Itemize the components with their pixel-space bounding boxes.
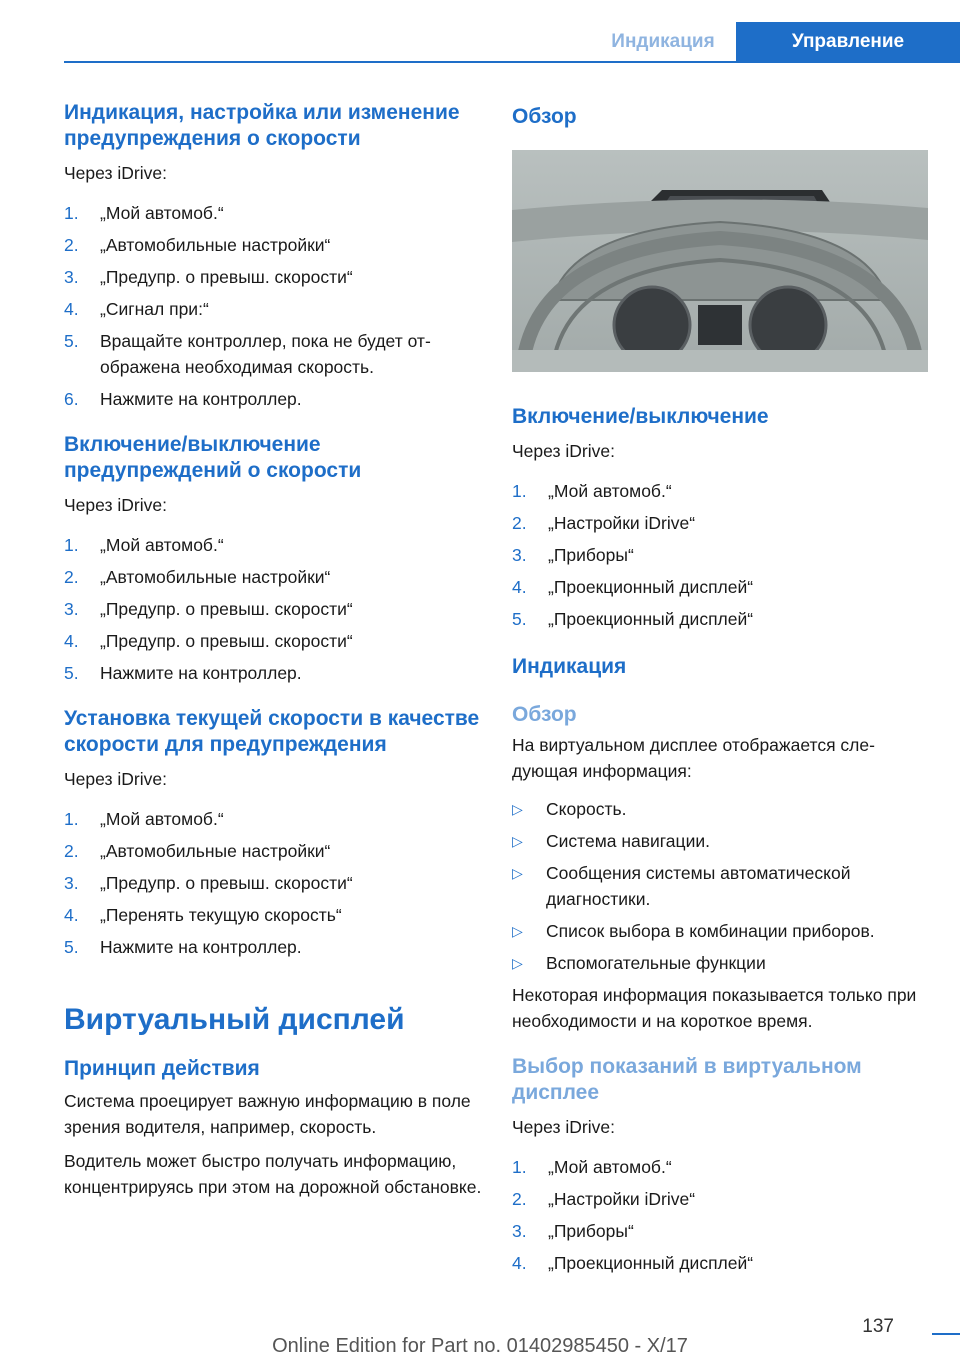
- section-intro: Через iDrive:: [512, 1117, 615, 1137]
- triangle-bullet-icon: ▷: [512, 923, 523, 939]
- paragraph: Некоторая информация показывается только при необходимости и на короткое время.: [512, 985, 917, 1031]
- list-item: 2. „Настройки iDrive“: [512, 1189, 696, 1209]
- list-item: 6. Нажмите на контроллер.: [64, 389, 302, 409]
- list-item: 3. „Приборы“: [512, 545, 634, 565]
- section-title-display: Индикация: [512, 655, 627, 678]
- paragraph: Водитель может быстро получать информацию, концентрируясь при этом на дорожной обстановке.: [64, 1151, 482, 1197]
- dashboard-drawing: [512, 150, 928, 372]
- list-item: 1. „Мой автомоб.“: [512, 481, 672, 501]
- subsection-title-select: Выбор показаний в виртуальном дисплее: [512, 1055, 862, 1104]
- list-item: 3. „Предупр. о превыш. скорости“: [64, 599, 353, 619]
- right-column: [512, 100, 932, 1282]
- edition-footer: Online Edition for Part no. 01402985450 - X/17: [272, 1335, 688, 1357]
- section-title-principle: Принцип действия: [64, 1057, 260, 1080]
- bullet-list: [512, 796, 932, 976]
- section-intro: Через iDrive:: [512, 441, 615, 461]
- subsection-title-overview: Обзор: [512, 703, 577, 726]
- section-intro: Через iDrive:: [64, 495, 167, 515]
- steps-list: [64, 806, 484, 960]
- section-title-speed-warning-setting: Индикация, настройка или изменение предупреждения о скорости: [64, 101, 460, 150]
- list-item: 5. Вращайте контроллер, пока не будет отображена необходимая скорость.: [64, 331, 431, 377]
- list-item: 5. Нажмите на контроллер.: [64, 663, 302, 683]
- list-item: 2. „Настройки iDrive“: [512, 513, 696, 533]
- list-item: ▷ Вспомогательные функции: [512, 950, 932, 976]
- section-title-speed-warning-onoff: Включение/выключение предупреждений о скорости: [64, 433, 362, 482]
- list-item: 5. Нажмите на контроллер.: [64, 937, 302, 957]
- list-item: 4. „Сигнал при:“: [64, 299, 209, 319]
- steps-list: [64, 532, 484, 686]
- list-item: ▷ Сообщения системы автоматической диагностики.: [512, 860, 932, 912]
- overview-title: Обзор: [512, 105, 577, 128]
- list-item: 3. „Предупр. о превыш. скорости“: [64, 267, 353, 287]
- page-number: 137: [862, 1316, 894, 1337]
- list-item: 3. „Приборы“: [512, 1221, 634, 1241]
- list-item: 5. „Проекционный дисплей“: [512, 609, 754, 629]
- section-title-onoff: Включение/выключение: [512, 405, 769, 428]
- section-title-current-speed: Установка текущей скорости в качестве скорости для предупреждения: [64, 707, 480, 756]
- chapter-title: Виртуальный дисплей: [64, 1003, 405, 1036]
- triangle-bullet-icon: ▷: [512, 955, 523, 971]
- list-item: 1. „Мой автомоб.“: [64, 535, 224, 555]
- paragraph: Система проецирует важную информацию в поле зрения водителя, например, скорость.: [64, 1091, 471, 1137]
- triangle-bullet-icon: ▷: [512, 865, 523, 881]
- section-intro: Через iDrive:: [64, 163, 167, 183]
- steps-list: [512, 1154, 932, 1276]
- list-item: 2. „Автомобильные настройки“: [64, 235, 331, 255]
- tab-controls[interactable]: Управление: [736, 22, 960, 62]
- list-item: 1. „Мой автомоб.“: [64, 809, 224, 829]
- tab-indication[interactable]: Индикация: [611, 31, 715, 52]
- list-item: 3. „Предупр. о превыш. скорости“: [64, 873, 353, 893]
- section-intro: Через iDrive:: [64, 769, 167, 789]
- list-item: ▷ Скорость.: [512, 796, 932, 822]
- hud-dashboard-illustration: [512, 150, 928, 372]
- left-column: [64, 100, 484, 1200]
- list-item: 4. „Перенять текущую скорость“: [64, 905, 342, 925]
- list-item: 2. „Автомобильные настройки“: [64, 841, 331, 861]
- triangle-bullet-icon: ▷: [512, 833, 523, 849]
- steps-list: [512, 478, 932, 632]
- page-header: [0, 0, 960, 62]
- list-item: 2. „Автомобильные настройки“: [64, 567, 331, 587]
- list-item: 4. „Предупр. о превыш. скорости“: [64, 631, 353, 651]
- list-item: 4. „Проекционный дисплей“: [512, 1253, 754, 1273]
- list-item: 4. „Проекционный дисплей“: [512, 577, 754, 597]
- list-item: 1. „Мой автомоб.“: [64, 203, 224, 223]
- list-item: 1. „Мой автомоб.“: [512, 1157, 672, 1177]
- steps-list: [64, 200, 484, 412]
- list-item: ▷ Список выбора в комбинации приборов.: [512, 918, 932, 944]
- list-item: ▷ Система навигации.: [512, 828, 932, 854]
- header-divider: [64, 61, 960, 63]
- triangle-bullet-icon: ▷: [512, 801, 523, 817]
- paragraph: На виртуальном дисплее отображается следующая информация:: [512, 735, 875, 781]
